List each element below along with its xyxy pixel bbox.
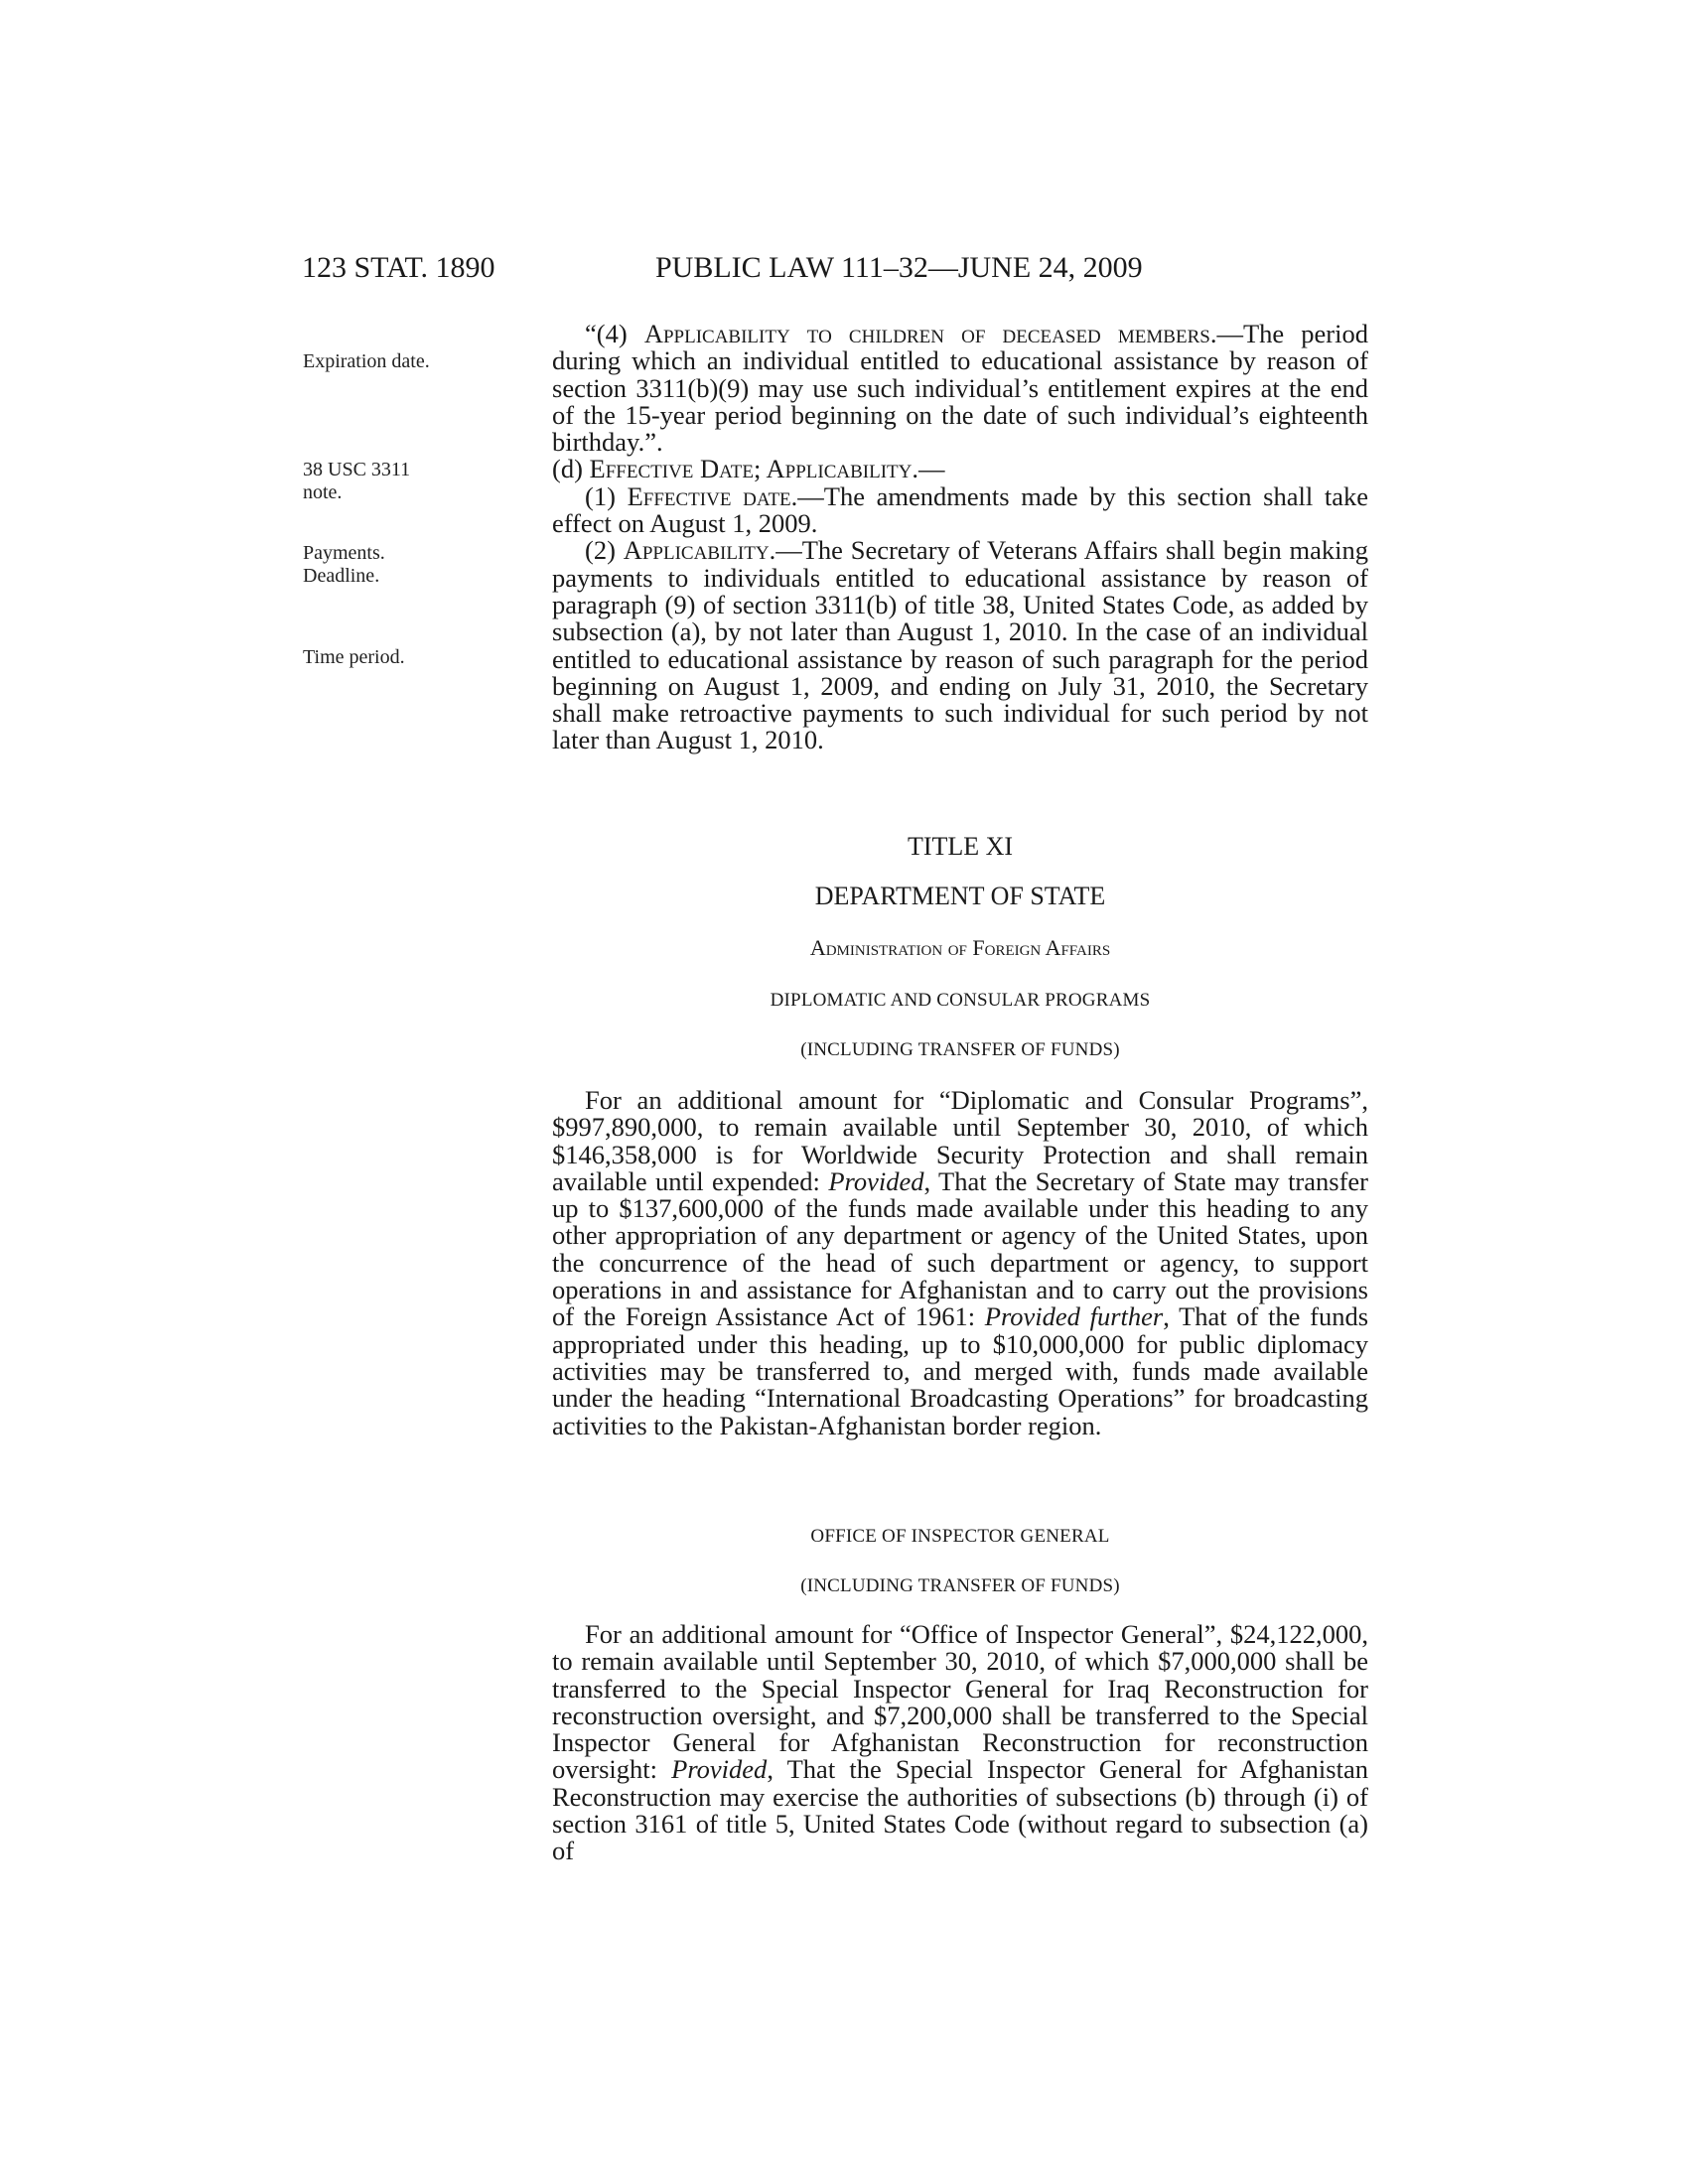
oig-heading: OFFICE OF INSPECTOR GENERAL <box>810 1526 1110 1547</box>
paragraph-d1 <box>552 480 1368 539</box>
paragraph-text: , That the Special Inspector General for Afghanistan Reconstruction may exercise the authorities of subsections (b) through (i) of section 3161 of title 5, United States Code (without regard to subsection (a) of <box>552 1754 1368 1866</box>
subsection-heading: Effective Date; Applicability. <box>589 454 918 484</box>
paragraph-number: (1) <box>585 480 628 511</box>
margin-note-deadline: Deadline. <box>303 565 380 587</box>
heading-dash: — <box>797 480 824 511</box>
heading-dash: — <box>775 535 802 566</box>
margin-note-usc-line2: note. <box>303 481 343 503</box>
title-heading: TITLE XI <box>907 832 1014 861</box>
paragraph-d2 <box>552 537 1368 753</box>
quote-open: “(4) <box>585 319 644 348</box>
oig-section <box>552 1621 1368 1865</box>
paragraph-heading: Applicability. <box>623 535 776 566</box>
dcp-heading: DIPLOMATIC AND CONSULAR PROGRAMS <box>770 990 1151 1011</box>
paragraph-text: The period during which an individual entitled to educational assistance by reason of section 3311(b)(9) may use such individual’s entitlement expires at the end of the 15-year period beginning on the date of such individual’s eighteenth birthday.”. <box>552 319 1368 458</box>
subsection-number: (d) <box>552 454 590 484</box>
paragraph-number: (2) <box>585 535 624 566</box>
proviso-term: Provided <box>671 1754 768 1785</box>
running-head: PUBLIC LAW 111–32—JUNE 24, 2009 <box>655 251 1143 284</box>
paragraph-text: For an additional amount for “Office of Inspector General”, $24,122,000, to remain available until September 30, 2010, of which $7,000,000 shall be transferred to the Special Inspector General for Iraq Reconstruction for reconstruction oversight, and $7,200,000 shall be transferred to the Special Inspector General for Afghanistan Reconstruction for reconstruction oversight: <box>552 1619 1368 1785</box>
margin-note-payments: Payments. <box>303 542 385 564</box>
department-heading: DEPARTMENT OF STATE <box>814 882 1106 910</box>
margin-note-time-period: Time period. <box>303 646 405 668</box>
dcp-section <box>552 1087 1368 1439</box>
administration-heading: Administration of Foreign Affairs <box>809 935 1111 960</box>
heading-dash: — <box>918 454 945 484</box>
transfer-subheading-2: (INCLUDING TRANSFER OF FUNDS) <box>800 1575 1120 1596</box>
oig-paragraph <box>552 1621 1368 1865</box>
paragraph-text: The amendments made by this section shall take effect on August 1, 2009. <box>552 480 1368 539</box>
heading-dash: — <box>1216 319 1243 348</box>
paragraph-c4 <box>552 321 1368 456</box>
margin-note-usc-line1: 38 USC 3311 <box>303 459 411 480</box>
paragraph-text: , That the Secretary of State may transfer up to $137,600,000 of the funds made available under this heading to any other appropriation of any department or agency of the United States, upon the concurrence of the head of such department or agency, to support operations in and assistance for Afghanistan and to carry out the provisions of the Foreign Assistance Act of 1961: <box>552 1165 1368 1332</box>
paragraph-text: The Secretary of Veterans Affairs shall begin making payments to individuals entitled to educational assistance by reason of paragraph (9) of section 3311(b) of title 38, United States Code, as added by subsection (a), by not later than August 1, 2010. In the case of an individual entitled to educational assistance by reason of such paragraph for the period beginning on August 1, 2009, and ending on July 31, 2010, the Secretary shall make retroactive payments to such individual for such period by not later than August 1, 2010. <box>552 535 1368 755</box>
dcp-paragraph <box>552 1087 1368 1439</box>
transfer-subheading-1: (INCLUDING TRANSFER OF FUNDS) <box>800 1039 1120 1060</box>
amendment-section <box>552 321 1368 754</box>
proviso-term: Provided <box>828 1165 924 1196</box>
margin-note-expiration: Expiration date. <box>303 350 430 372</box>
paragraph-text: , That of the funds appropriated under this heading, up to $10,000,000 for public diplomacy activities may be transferred to, and merged with, funds made available under the heading “International Broadcasting Operations” for broadcasting activities to the Pakistan-Afghanistan border region. <box>552 1301 1369 1440</box>
paragraph-heading: Applicability to children of deceased members. <box>643 319 1217 348</box>
paragraph-heading: Effective date. <box>627 480 798 511</box>
stat-page-reference: 123 STAT. 1890 <box>302 251 495 284</box>
paragraph-text: For an additional amount for “Diplomatic and Consular Programs”, $997,890,000, to remain available until September 30, 2010, of which $146,358,000 is for Worldwide Security Protection and shall remain available until expended: <box>552 1085 1368 1196</box>
subsection-d-heading <box>552 456 1368 482</box>
proviso-term: Provided further <box>984 1301 1164 1332</box>
